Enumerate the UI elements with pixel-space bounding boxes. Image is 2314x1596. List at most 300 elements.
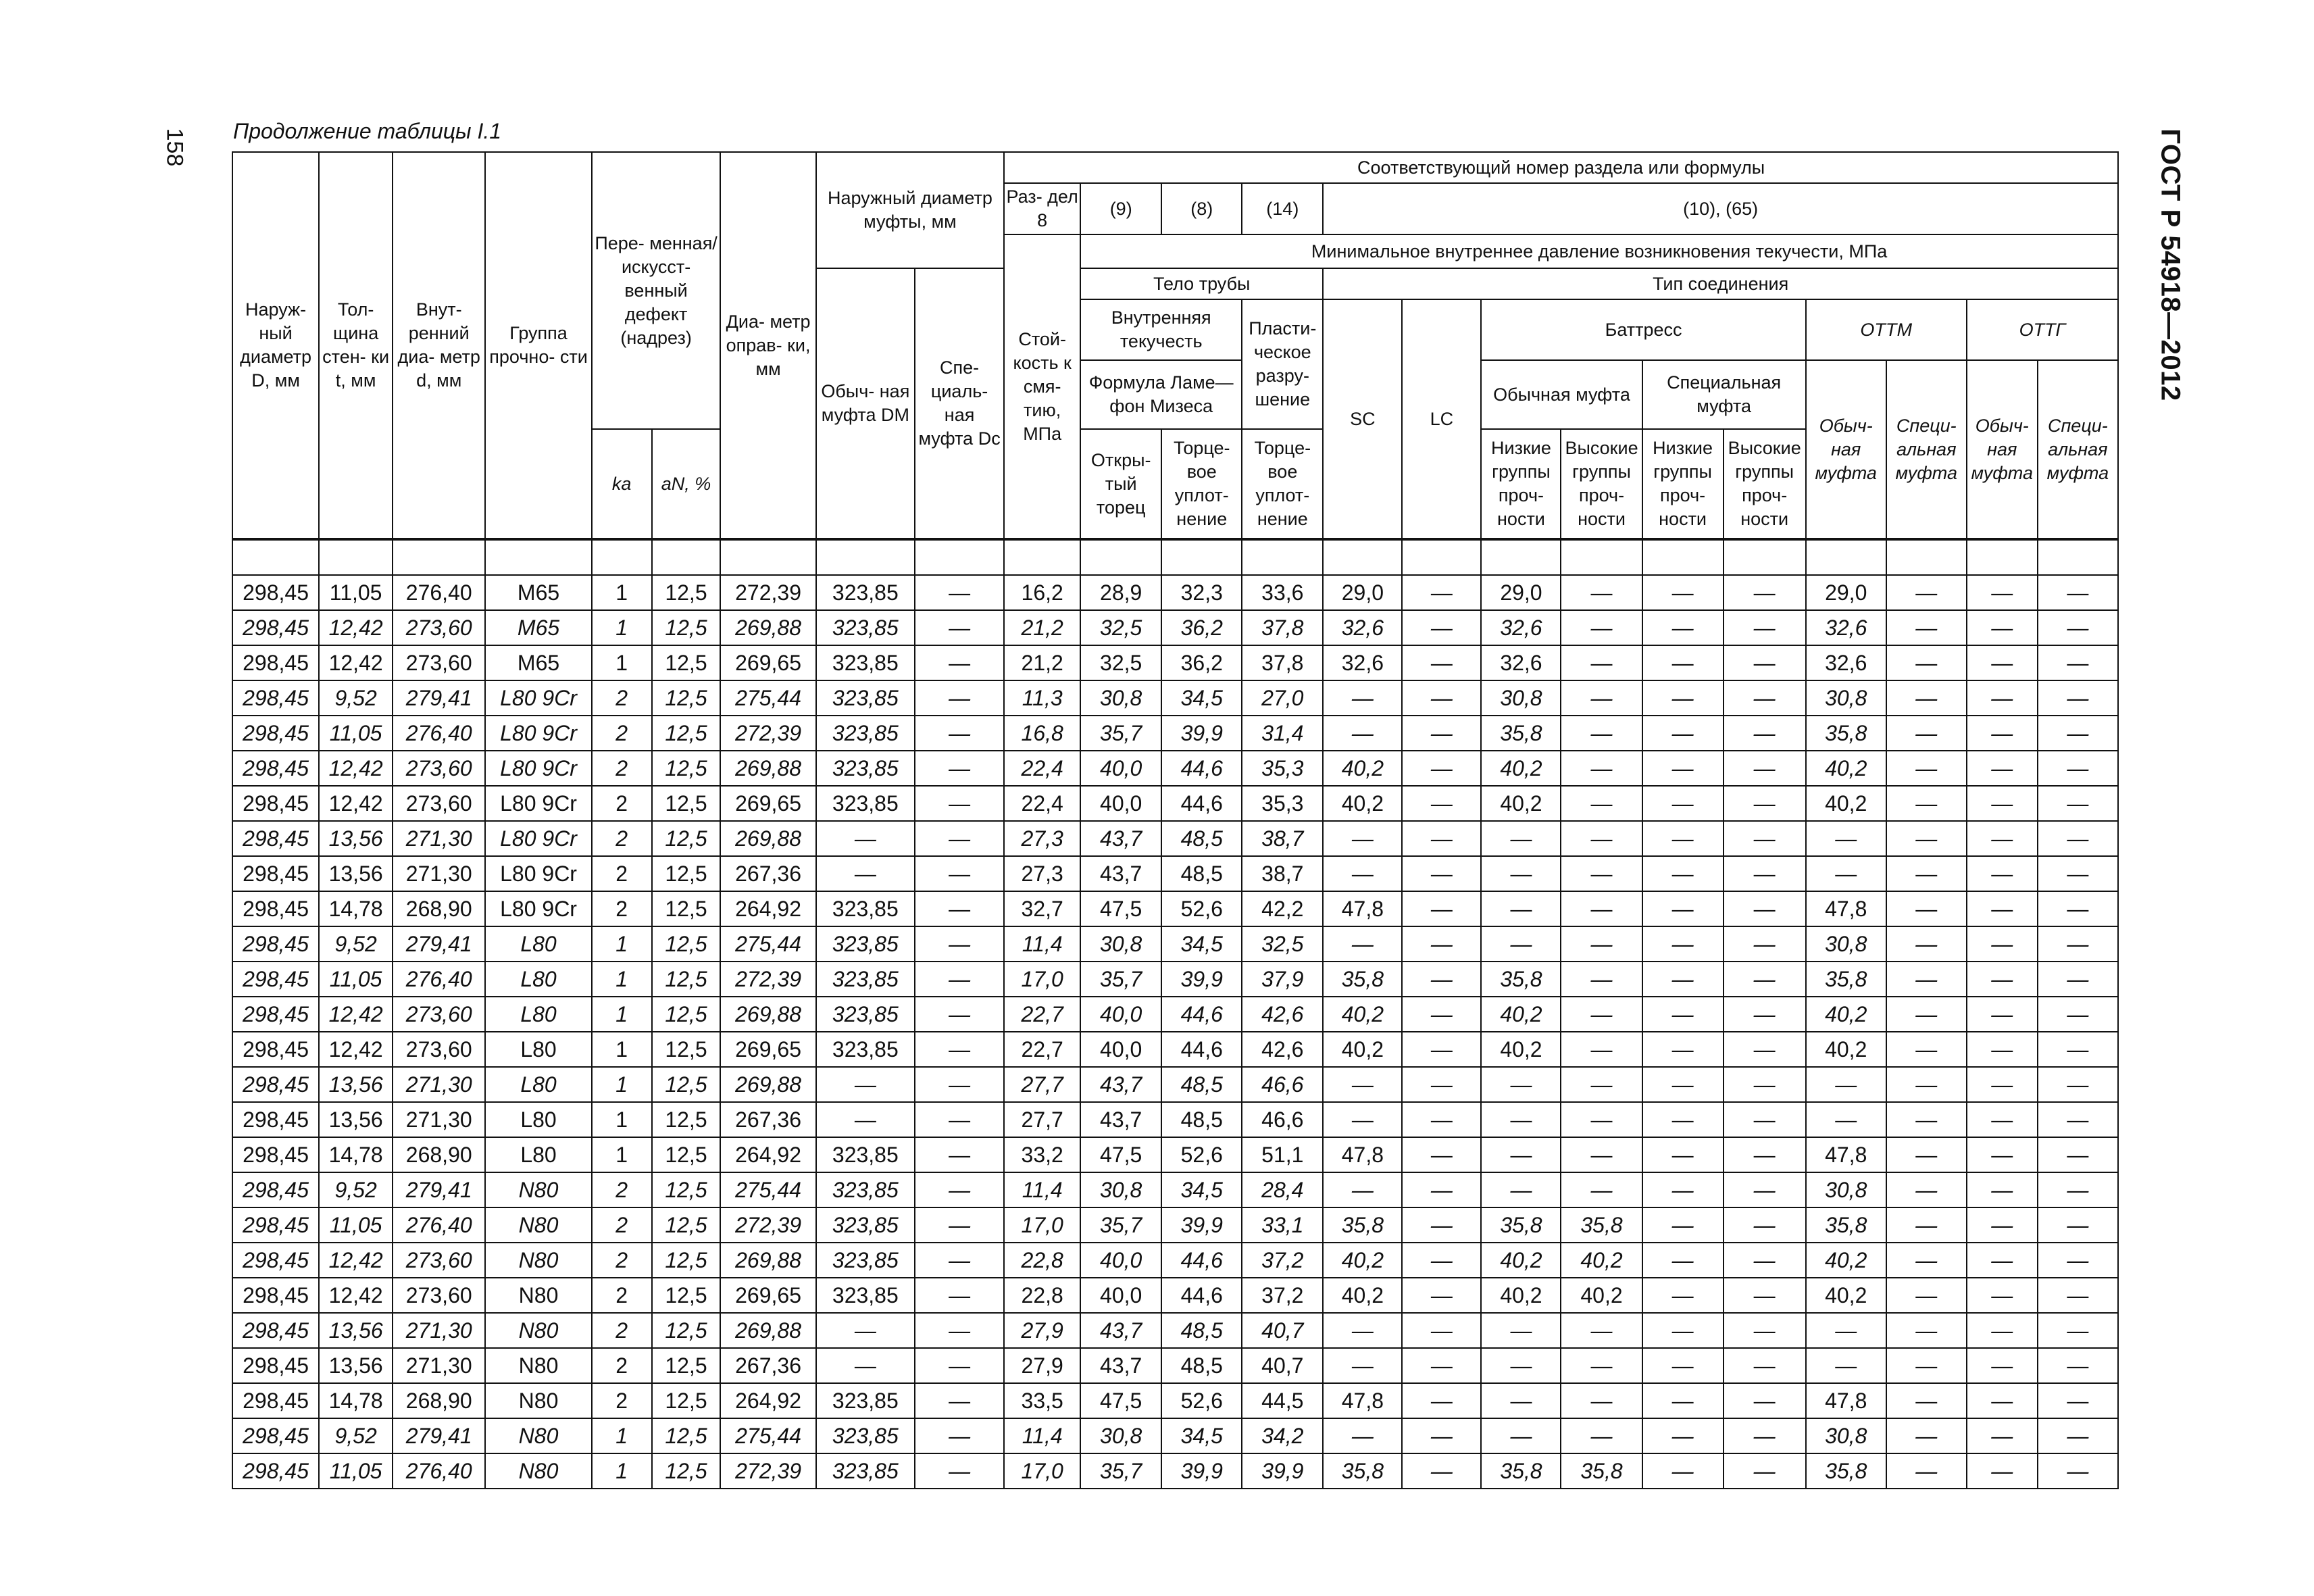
table-cell: 30,8 bbox=[1080, 1172, 1161, 1207]
table-cell: 32,6 bbox=[1323, 610, 1402, 645]
page-number: 158 bbox=[161, 128, 188, 167]
table-cell: 12,5 bbox=[652, 891, 721, 926]
table-cell: 1 bbox=[592, 1137, 652, 1172]
table-cell: 268,90 bbox=[393, 1383, 485, 1418]
table-cell: 40,2 bbox=[1481, 1278, 1561, 1313]
table-cell: 40,2 bbox=[1806, 997, 1886, 1032]
table-cell: 44,6 bbox=[1161, 997, 1242, 1032]
table-cell: 1 bbox=[592, 1418, 652, 1453]
table-cell: 12,42 bbox=[319, 786, 393, 821]
table-cell: 273,60 bbox=[393, 786, 485, 821]
table-cell: 273,60 bbox=[393, 751, 485, 786]
table-cell: 11,4 bbox=[1004, 926, 1080, 962]
table-cell: 276,40 bbox=[393, 1453, 485, 1489]
table-cell: 48,5 bbox=[1161, 1313, 1242, 1348]
table-cell: — bbox=[1724, 1453, 1806, 1489]
table-cell: L80 bbox=[485, 997, 591, 1032]
table-cell: — bbox=[1724, 610, 1806, 645]
table-cell: 2 bbox=[592, 821, 652, 856]
table-cell: 276,40 bbox=[393, 575, 485, 610]
table-cell: 30,8 bbox=[1080, 680, 1161, 716]
table-cell: — bbox=[1642, 1278, 1724, 1313]
table-cell: 279,41 bbox=[393, 1172, 485, 1207]
table-cell: — bbox=[1323, 1102, 1402, 1137]
table-cell: 39,9 bbox=[1161, 716, 1242, 751]
table-cell: 39,9 bbox=[1161, 1453, 1242, 1489]
table-cell: 35,8 bbox=[1481, 1207, 1561, 1243]
table-cell: — bbox=[1886, 786, 1967, 821]
table-cell: 12,5 bbox=[652, 716, 721, 751]
table-cell: 271,30 bbox=[393, 1348, 485, 1383]
header-plastic-failure: Пласти- ческое разру- шение bbox=[1242, 299, 1323, 429]
table-cell: 51,1 bbox=[1242, 1137, 1323, 1172]
table-cell: 34,5 bbox=[1161, 1418, 1242, 1453]
table-cell: 29,0 bbox=[1806, 575, 1886, 610]
table-cell: — bbox=[1967, 575, 2038, 610]
table-cell: — bbox=[1724, 1207, 1806, 1243]
table-cell: — bbox=[1724, 1348, 1806, 1383]
table-cell: 35,7 bbox=[1080, 962, 1161, 997]
table-cell: 16,2 bbox=[1004, 575, 1080, 610]
table-cell: 12,42 bbox=[319, 1032, 393, 1067]
table-cell: 271,30 bbox=[393, 856, 485, 891]
table-cell: — bbox=[1402, 856, 1481, 891]
table-cell: — bbox=[1642, 1313, 1724, 1348]
table-cell: 298,45 bbox=[232, 1067, 319, 1102]
table-cell: — bbox=[1402, 786, 1481, 821]
table-cell: 298,45 bbox=[232, 856, 319, 891]
table-cell: 52,6 bbox=[1161, 891, 1242, 926]
table-cell: — bbox=[1642, 751, 1724, 786]
table-cell: 12,42 bbox=[319, 997, 393, 1032]
table-cell: 9,52 bbox=[319, 680, 393, 716]
table-cell: 272,39 bbox=[720, 1207, 815, 1243]
table-cell: 269,88 bbox=[720, 1243, 815, 1278]
table-cell: — bbox=[1724, 716, 1806, 751]
table-cell: 13,56 bbox=[319, 1313, 393, 1348]
header-separator-row bbox=[232, 539, 2118, 575]
table-cell: 40,0 bbox=[1080, 751, 1161, 786]
table-cell: — bbox=[1886, 1243, 1967, 1278]
header-ottg-special: Специ- альная муфта bbox=[2038, 360, 2118, 539]
table-cell: 12,42 bbox=[319, 610, 393, 645]
table-cell: — bbox=[915, 1243, 1004, 1278]
table-cell: 279,41 bbox=[393, 1418, 485, 1453]
table-cell: — bbox=[1642, 610, 1724, 645]
table-cell: — bbox=[1402, 891, 1481, 926]
table-cell: 27,0 bbox=[1242, 680, 1323, 716]
header-section-8: Раз- дел 8 bbox=[1004, 183, 1080, 234]
table-cell: 47,5 bbox=[1080, 1383, 1161, 1418]
table-row bbox=[232, 610, 2118, 645]
table-cell: 32,6 bbox=[1481, 610, 1561, 645]
table-cell: 47,8 bbox=[1323, 1137, 1402, 1172]
table-cell: 298,45 bbox=[232, 575, 319, 610]
table-cell: — bbox=[1481, 891, 1561, 926]
table-cell: 2 bbox=[592, 1348, 652, 1383]
header-lame-formula: Формула Ламе—фон Мизеса bbox=[1080, 360, 1242, 429]
table-cell: — bbox=[1967, 856, 2038, 891]
table-cell: — bbox=[1561, 891, 1642, 926]
table-cell: — bbox=[1642, 856, 1724, 891]
table-cell: — bbox=[1886, 1032, 1967, 1067]
header-open-end: Откры- тый торец bbox=[1080, 429, 1161, 539]
table-cell: — bbox=[915, 1418, 1004, 1453]
table-cell: 35,7 bbox=[1080, 1453, 1161, 1489]
table-cell: 12,5 bbox=[652, 1032, 721, 1067]
table-cell: 32,6 bbox=[1481, 645, 1561, 680]
table-cell: 12,5 bbox=[652, 751, 721, 786]
table-cell: 2 bbox=[592, 1207, 652, 1243]
table-cell: 31,4 bbox=[1242, 716, 1323, 751]
table-cell: 272,39 bbox=[720, 716, 815, 751]
table-cell: 298,45 bbox=[232, 926, 319, 962]
table-cell: — bbox=[1402, 1348, 1481, 1383]
table-cell: 48,5 bbox=[1161, 1348, 1242, 1383]
table-cell: — bbox=[1481, 1383, 1561, 1418]
table-row bbox=[232, 962, 2118, 997]
table-cell: — bbox=[1561, 1172, 1642, 1207]
table-cell: — bbox=[1967, 1032, 2038, 1067]
table-cell: — bbox=[1724, 645, 1806, 680]
table-cell: — bbox=[2038, 997, 2118, 1032]
table-cell: — bbox=[1561, 1383, 1642, 1418]
table-cell: — bbox=[915, 962, 1004, 997]
table-cell: 12,5 bbox=[652, 1278, 721, 1313]
table-cell: 12,5 bbox=[652, 575, 721, 610]
header-buttress-regular-low: Низкие группы проч- ности bbox=[1481, 429, 1561, 539]
table-row bbox=[232, 716, 2118, 751]
table-cell: — bbox=[1886, 751, 1967, 786]
table-cell: — bbox=[915, 821, 1004, 856]
table-cell: — bbox=[1886, 997, 1967, 1032]
table-cell: 40,2 bbox=[1323, 1278, 1402, 1313]
table-cell: — bbox=[1323, 821, 1402, 856]
table-cell: 37,8 bbox=[1242, 645, 1323, 680]
table-cell: 268,90 bbox=[393, 891, 485, 926]
table-cell: — bbox=[1967, 1278, 2038, 1313]
table-cell: 12,5 bbox=[652, 1453, 721, 1489]
table-cell: — bbox=[1642, 1067, 1724, 1102]
table-cell: 34,5 bbox=[1161, 1172, 1242, 1207]
table-cell: 298,45 bbox=[232, 821, 319, 856]
table-cell: — bbox=[1402, 1453, 1481, 1489]
table-cell: — bbox=[915, 1207, 1004, 1243]
table-cell: — bbox=[1642, 926, 1724, 962]
table-cell: — bbox=[2038, 962, 2118, 997]
table-cell: 298,45 bbox=[232, 997, 319, 1032]
table-cell: 44,6 bbox=[1161, 1032, 1242, 1067]
table-cell: 42,2 bbox=[1242, 891, 1323, 926]
table-cell: 33,6 bbox=[1242, 575, 1323, 610]
table-cell: N80 bbox=[485, 1418, 591, 1453]
table-cell: — bbox=[816, 856, 915, 891]
standard-code: ГОСТ Р 54918—2012 bbox=[2155, 128, 2186, 401]
table-cell: 1 bbox=[592, 997, 652, 1032]
table-cell: — bbox=[1806, 1067, 1886, 1102]
table-cell: — bbox=[915, 645, 1004, 680]
table-cell: 2 bbox=[592, 751, 652, 786]
table-cell: 323,85 bbox=[816, 962, 915, 997]
table-cell: 12,5 bbox=[652, 926, 721, 962]
table-cell: — bbox=[1561, 1102, 1642, 1137]
table-cell: 22,7 bbox=[1004, 1032, 1080, 1067]
table-cell: — bbox=[915, 856, 1004, 891]
header-ka: kа bbox=[592, 429, 652, 539]
table-cell: — bbox=[1323, 716, 1402, 751]
table-cell: — bbox=[1886, 1348, 1967, 1383]
table-cell: — bbox=[1724, 1172, 1806, 1207]
table-cell: — bbox=[1481, 856, 1561, 891]
table-cell: — bbox=[1561, 680, 1642, 716]
table-row bbox=[232, 997, 2118, 1032]
table-cell: 269,88 bbox=[720, 997, 815, 1032]
table-cell: — bbox=[1402, 1067, 1481, 1102]
table-cell: 12,5 bbox=[652, 962, 721, 997]
table-cell: 271,30 bbox=[393, 821, 485, 856]
table-cell: 40,2 bbox=[1481, 786, 1561, 821]
table-cell: 38,7 bbox=[1242, 856, 1323, 891]
table-cell: 32,5 bbox=[1080, 610, 1161, 645]
table-cell: — bbox=[1967, 891, 2038, 926]
table-cell: 267,36 bbox=[720, 1102, 815, 1137]
table-cell: 47,8 bbox=[1806, 1137, 1886, 1172]
table-cell: 35,8 bbox=[1481, 1453, 1561, 1489]
table-cell: 1 bbox=[592, 1102, 652, 1137]
table-cell: 33,2 bbox=[1004, 1137, 1080, 1172]
table-cell: N80 bbox=[485, 1207, 591, 1243]
table-cell: 40,2 bbox=[1806, 751, 1886, 786]
table-cell: 12,5 bbox=[652, 1067, 721, 1102]
header-buttress-special-low: Низкие группы проч- ности bbox=[1642, 429, 1724, 539]
table-cell: 43,7 bbox=[1080, 821, 1161, 856]
header-ottg-regular: Обыч- ная муфта bbox=[1967, 360, 2038, 539]
table-cell: 40,7 bbox=[1242, 1313, 1323, 1348]
table-cell: — bbox=[1402, 645, 1481, 680]
table-cell: L80 bbox=[485, 1032, 591, 1067]
table-cell: 40,2 bbox=[1806, 786, 1886, 821]
table-cell: — bbox=[2038, 680, 2118, 716]
table-cell: 323,85 bbox=[816, 610, 915, 645]
table-cell: — bbox=[1323, 1418, 1402, 1453]
table-cell: M65 bbox=[485, 610, 591, 645]
table-cell: 273,60 bbox=[393, 1032, 485, 1067]
table-cell: — bbox=[915, 751, 1004, 786]
table-cell: — bbox=[1967, 1067, 2038, 1102]
table-cell: — bbox=[1642, 1243, 1724, 1278]
table-cell: 35,8 bbox=[1481, 716, 1561, 751]
table-cell: 12,5 bbox=[652, 1243, 721, 1278]
table-cell: L80 9Cr bbox=[485, 786, 591, 821]
table-cell: 2 bbox=[592, 1278, 652, 1313]
table-cell: — bbox=[1724, 786, 1806, 821]
table-cell: — bbox=[1402, 1278, 1481, 1313]
table-row bbox=[232, 1207, 2118, 1243]
table-cell: 323,85 bbox=[816, 1453, 915, 1489]
table-cell: 44,5 bbox=[1242, 1383, 1323, 1418]
table-cell: 273,60 bbox=[393, 610, 485, 645]
table-cell: 298,45 bbox=[232, 1102, 319, 1137]
table-cell: 298,45 bbox=[232, 786, 319, 821]
table-cell: — bbox=[816, 1313, 915, 1348]
table-cell: 12,42 bbox=[319, 1243, 393, 1278]
table-cell: — bbox=[2038, 716, 2118, 751]
header-formula-9: (9) bbox=[1080, 183, 1161, 234]
table-cell: — bbox=[1561, 575, 1642, 610]
table-cell: — bbox=[915, 575, 1004, 610]
table-cell: — bbox=[1724, 1243, 1806, 1278]
table-row bbox=[232, 575, 2118, 610]
table-cell: 2 bbox=[592, 1313, 652, 1348]
table-cell: — bbox=[1724, 575, 1806, 610]
table-row bbox=[232, 1243, 2118, 1278]
table-cell: 17,0 bbox=[1004, 1207, 1080, 1243]
table-cell: 35,7 bbox=[1080, 1207, 1161, 1243]
table-cell: 48,5 bbox=[1161, 1067, 1242, 1102]
table-cell: 35,7 bbox=[1080, 716, 1161, 751]
header-coupling-od: Наружный диаметр муфты, мм bbox=[816, 152, 1004, 268]
table-cell: 13,56 bbox=[319, 1348, 393, 1383]
table-cell: — bbox=[1967, 962, 2038, 997]
header-face-seal-plastic: Торце- вое уплот- нение bbox=[1242, 429, 1323, 539]
table-cell: 2 bbox=[592, 1243, 652, 1278]
table-cell: — bbox=[1642, 1172, 1724, 1207]
header-buttress-special-high: Высокие группы проч- ности bbox=[1724, 429, 1806, 539]
table-row bbox=[232, 1453, 2118, 1489]
table-cell: — bbox=[1323, 680, 1402, 716]
table-cell: 35,8 bbox=[1806, 1453, 1886, 1489]
table-cell: 40,2 bbox=[1481, 1243, 1561, 1278]
table-cell: 298,45 bbox=[232, 716, 319, 751]
table-cell: L80 9Cr bbox=[485, 821, 591, 856]
table-cell: — bbox=[915, 610, 1004, 645]
table-cell: — bbox=[1967, 610, 2038, 645]
table-cell: 323,85 bbox=[816, 1172, 915, 1207]
table-cell: — bbox=[1967, 1453, 2038, 1489]
table-cell: — bbox=[1561, 1137, 1642, 1172]
table-cell: 1 bbox=[592, 1032, 652, 1067]
table-cell: 298,45 bbox=[232, 1137, 319, 1172]
table-row bbox=[232, 680, 2118, 716]
table-cell: 40,7 bbox=[1242, 1348, 1323, 1383]
table-cell: 275,44 bbox=[720, 926, 815, 962]
table-cell: — bbox=[915, 1313, 1004, 1348]
header-formula-8: (8) bbox=[1161, 183, 1242, 234]
table-cell: 11,05 bbox=[319, 962, 393, 997]
table-cell: 11,05 bbox=[319, 716, 393, 751]
table-row bbox=[232, 786, 2118, 821]
table-cell: 48,5 bbox=[1161, 1102, 1242, 1137]
table-cell: 298,45 bbox=[232, 1032, 319, 1067]
table-cell: 268,90 bbox=[393, 1137, 485, 1172]
table-cell: 323,85 bbox=[816, 997, 915, 1032]
table-cell: 47,8 bbox=[1806, 1383, 1886, 1418]
table-cell: — bbox=[915, 1172, 1004, 1207]
table-cell: 269,88 bbox=[720, 1067, 815, 1102]
table-cell: 12,5 bbox=[652, 1348, 721, 1383]
table-cell: 1 bbox=[592, 610, 652, 645]
table-cell: — bbox=[1724, 1137, 1806, 1172]
table-cell: 269,65 bbox=[720, 786, 815, 821]
table-row bbox=[232, 891, 2118, 926]
table-cell: 36,2 bbox=[1161, 610, 1242, 645]
table-cell: — bbox=[1886, 1418, 1967, 1453]
table-cell: 47,5 bbox=[1080, 1137, 1161, 1172]
table-cell: 323,85 bbox=[816, 1207, 915, 1243]
table-cell: — bbox=[2038, 575, 2118, 610]
table-cell: 2 bbox=[592, 856, 652, 891]
table-cell: — bbox=[915, 1383, 1004, 1418]
table-cell: 279,41 bbox=[393, 680, 485, 716]
table-cell: 35,8 bbox=[1323, 1453, 1402, 1489]
table-cell: — bbox=[1967, 1348, 2038, 1383]
table-cell: 48,5 bbox=[1161, 821, 1242, 856]
table-cell: 39,9 bbox=[1242, 1453, 1323, 1489]
table-cell: — bbox=[915, 926, 1004, 962]
table-cell: 43,7 bbox=[1080, 1067, 1161, 1102]
table-cell: — bbox=[1967, 1383, 2038, 1418]
table-cell: 269,65 bbox=[720, 1032, 815, 1067]
table-cell: N80 bbox=[485, 1172, 591, 1207]
table-cell: 27,9 bbox=[1004, 1313, 1080, 1348]
table-cell: — bbox=[1886, 680, 1967, 716]
table-cell: — bbox=[1886, 1278, 1967, 1313]
table-cell: 11,05 bbox=[319, 1453, 393, 1489]
table-cell: — bbox=[1724, 962, 1806, 997]
table-cell: 40,2 bbox=[1481, 751, 1561, 786]
table-cell: — bbox=[1806, 1348, 1886, 1383]
table-cell: L80 bbox=[485, 926, 591, 962]
table-cell: 37,9 bbox=[1242, 962, 1323, 997]
table-cell: — bbox=[1402, 1207, 1481, 1243]
table-cell: 11,4 bbox=[1004, 1172, 1080, 1207]
table-cell: 21,2 bbox=[1004, 645, 1080, 680]
table-cell: — bbox=[1561, 997, 1642, 1032]
table-cell: 30,8 bbox=[1806, 1172, 1886, 1207]
table-cell: 30,8 bbox=[1481, 680, 1561, 716]
table-cell: 29,0 bbox=[1481, 575, 1561, 610]
table-row bbox=[232, 1137, 2118, 1172]
table-cell: — bbox=[1886, 1067, 1967, 1102]
table-row bbox=[232, 821, 2118, 856]
table-cell: — bbox=[1886, 1102, 1967, 1137]
table-cell: 267,36 bbox=[720, 856, 815, 891]
table-cell: — bbox=[915, 1102, 1004, 1137]
table-cell: 52,6 bbox=[1161, 1383, 1242, 1418]
header-inner-diameter: Внут- ренний диа- метр d, мм bbox=[393, 152, 485, 539]
table-cell: 275,44 bbox=[720, 1418, 815, 1453]
table-cell: — bbox=[1323, 1313, 1402, 1348]
table-cell: — bbox=[915, 1137, 1004, 1172]
table-row bbox=[232, 1278, 2118, 1313]
table-cell: — bbox=[915, 1348, 1004, 1383]
table-cell: — bbox=[1724, 1102, 1806, 1137]
table-cell: N80 bbox=[485, 1243, 591, 1278]
table-cell: 276,40 bbox=[393, 716, 485, 751]
table-cell: 39,9 bbox=[1161, 1207, 1242, 1243]
table-cell: 47,8 bbox=[1323, 1383, 1402, 1418]
table-cell: — bbox=[1724, 751, 1806, 786]
table-cell: 11,4 bbox=[1004, 1418, 1080, 1453]
table-cell: 323,85 bbox=[816, 786, 915, 821]
table-cell: 16,8 bbox=[1004, 716, 1080, 751]
table-cell: — bbox=[1402, 680, 1481, 716]
table-cell: — bbox=[1561, 821, 1642, 856]
table-cell: 43,7 bbox=[1080, 856, 1161, 891]
table-cell: — bbox=[915, 997, 1004, 1032]
table-cell: 17,0 bbox=[1004, 962, 1080, 997]
table-cell: L80 9Cr bbox=[485, 716, 591, 751]
